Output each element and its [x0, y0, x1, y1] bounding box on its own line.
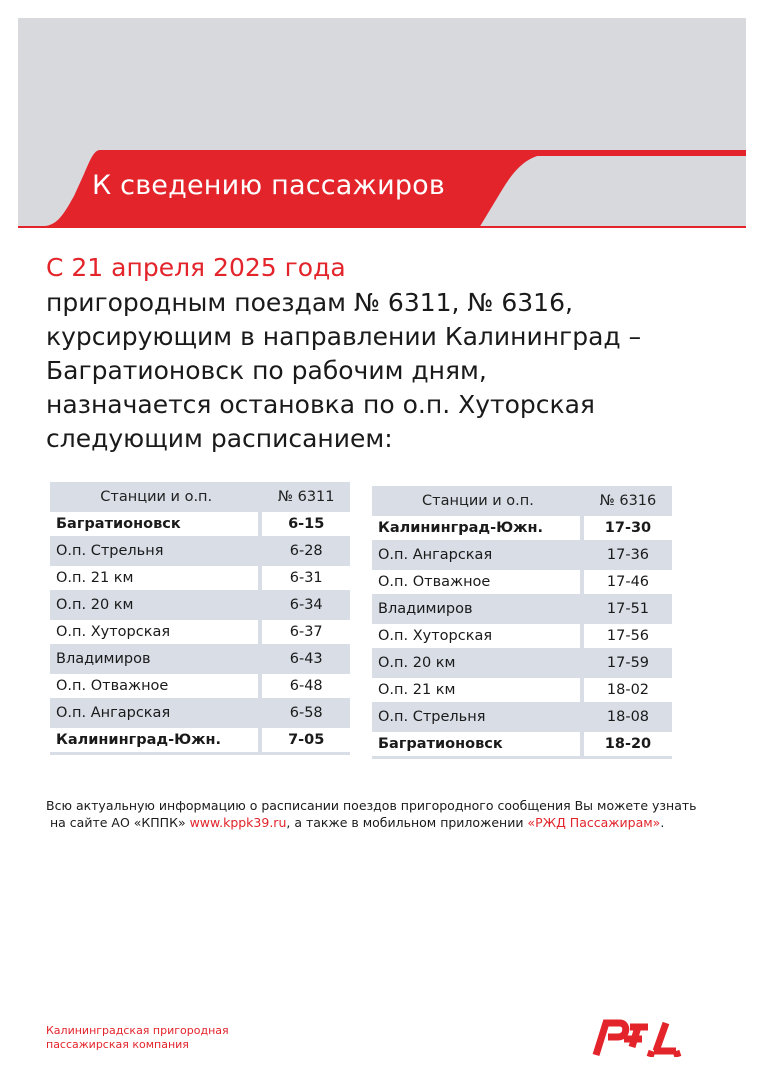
station-cell: Калининград-Южн.	[50, 728, 262, 752]
station-cell: Калининград-Южн.	[372, 516, 584, 540]
rzd-logo-icon	[590, 1015, 682, 1057]
table-row	[50, 539, 350, 563]
table-row	[50, 620, 350, 644]
time-cell: 18-08	[584, 705, 672, 729]
notice-line: курсирующим в направлении Калининград –	[46, 322, 642, 351]
column-header-station: Станции и о.п.	[100, 489, 213, 505]
column-header-train: № 6316	[599, 493, 657, 509]
website-link[interactable]: www.kppk39.ru	[189, 815, 287, 830]
time-cell: 6-28	[262, 539, 350, 563]
station-cell: О.п. Ангарская	[50, 701, 262, 725]
table-row	[372, 570, 672, 594]
station-cell: Багратионовск	[50, 512, 262, 536]
station-cell: О.п. 20 км	[372, 651, 584, 675]
time-cell: 6-43	[262, 647, 350, 671]
footer-prefix: на сайте АО «КППК»	[49, 815, 190, 830]
time-cell: 17-51	[584, 597, 672, 621]
footer-suffix: .	[660, 815, 665, 830]
column-header-station: Станции и о.п.	[422, 493, 534, 509]
table-row	[50, 647, 350, 671]
schedule-body	[50, 512, 350, 752]
time-cell: 6-34	[262, 593, 350, 617]
company-line-1: Калининградская пригородная	[46, 1024, 229, 1037]
banner-title: К сведению пассажиров	[92, 170, 445, 201]
station-cell: О.п. Отважное	[372, 570, 584, 594]
time-cell: 17-59	[584, 651, 672, 675]
schedule-body	[372, 516, 672, 756]
time-cell: 17-46	[584, 570, 672, 594]
table-row	[372, 516, 672, 540]
table-row	[50, 728, 350, 752]
station-cell: О.п. 21 км	[50, 566, 262, 590]
station-cell: Владимиров	[372, 597, 584, 621]
time-cell: 17-56	[584, 624, 672, 648]
station-cell: О.п. Хуторская	[372, 624, 584, 648]
time-cell: 6-15	[262, 512, 350, 536]
app-name: «РЖД Пассажирам»	[527, 815, 661, 830]
station-cell: О.п. 20 км	[50, 593, 262, 617]
table-row	[50, 593, 350, 617]
table-row	[372, 597, 672, 621]
table-row	[372, 651, 672, 675]
notice-line: пригородным поездам № 6311, № 6316,	[46, 288, 573, 317]
table-row	[50, 566, 350, 590]
footer-line-1: Всю актуальную информацию о расписании поездов пригородного сообщения Вы можете узнать	[46, 798, 697, 813]
notice-line: Багратионовск по рабочим дням,	[46, 356, 487, 385]
table-row	[50, 512, 350, 536]
notice-date: С 21 апреля 2025 года	[46, 253, 346, 282]
time-cell: 7-05	[262, 728, 350, 752]
station-cell: Багратионовск	[372, 732, 584, 756]
station-cell: О.п. 21 км	[372, 678, 584, 702]
time-cell: 6-48	[262, 674, 350, 698]
station-cell: О.п. Стрельня	[50, 539, 262, 563]
schedule-table-6311	[50, 482, 350, 755]
table-row	[372, 543, 672, 567]
station-cell: О.п. Ангарская	[372, 543, 584, 567]
notice-text	[46, 286, 746, 456]
table-row	[50, 701, 350, 725]
table-row	[372, 624, 672, 648]
table-row	[50, 674, 350, 698]
table-row	[372, 732, 672, 756]
station-cell: Владимиров	[50, 647, 262, 671]
schedule-table-6316	[372, 486, 672, 759]
time-cell: 18-20	[584, 732, 672, 756]
table-row	[372, 678, 672, 702]
station-cell: О.п. Стрельня	[372, 705, 584, 729]
time-cell: 18-02	[584, 678, 672, 702]
footer-line-2	[46, 814, 746, 831]
company-name	[46, 1024, 229, 1052]
footer-info	[46, 797, 746, 831]
column-header-train: № 6311	[277, 489, 335, 505]
time-cell: 6-31	[262, 566, 350, 590]
station-cell: О.п. Отважное	[50, 674, 262, 698]
notice-line: следующим расписанием:	[46, 424, 393, 453]
time-cell: 6-58	[262, 701, 350, 725]
footer-middle: , а также в мобильном приложении	[286, 815, 528, 830]
company-line-2: пассажирская компания	[46, 1038, 189, 1051]
time-cell: 6-37	[262, 620, 350, 644]
notice-line: назначается остановка по о.п. Хуторская	[46, 390, 595, 419]
table-row	[372, 705, 672, 729]
time-cell: 17-36	[584, 543, 672, 567]
station-cell: О.п. Хуторская	[50, 620, 262, 644]
time-cell: 17-30	[584, 516, 672, 540]
